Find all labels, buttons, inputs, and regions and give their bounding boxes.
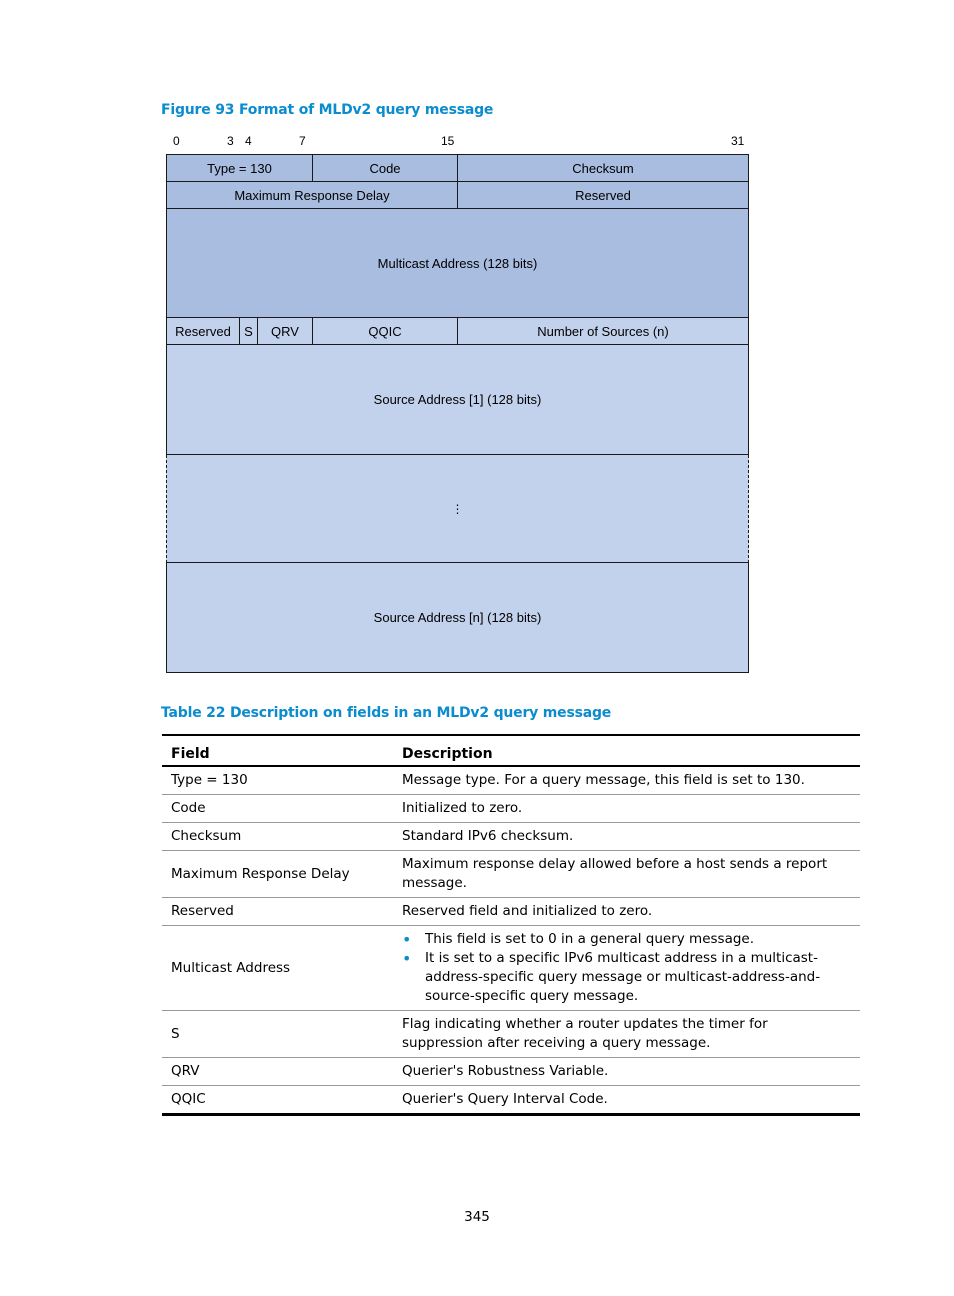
bullet-list	[402, 930, 852, 1006]
bit-label-0: 0	[173, 134, 180, 148]
field-source-address-1: Source Address [1] (128 bits)	[166, 344, 749, 455]
bit-label-3: 3	[227, 134, 234, 148]
row-description: Querier's Query Interval Code.	[393, 1086, 860, 1115]
table-row	[162, 898, 860, 926]
table-row	[162, 823, 860, 851]
row-description: Initialized to zero.	[393, 795, 860, 823]
row-field: Multicast Address	[162, 926, 393, 1011]
field-max-response-delay: Maximum Response Delay	[166, 181, 458, 209]
field-number-of-sources: Number of Sources (n)	[457, 317, 749, 345]
row-description	[393, 926, 860, 1011]
field-reserved-2: Reserved	[166, 317, 240, 345]
header-field: Field	[162, 735, 393, 766]
figure-caption: Figure 93 Format of MLDv2 query message	[161, 102, 494, 118]
row-description: Reserved field and initialized to zero.	[393, 898, 860, 926]
bullet-item: • It is set to a specific IPv6 multicast address in a multicast-address-specific query message or multicast-address-and-source-specific query message.	[402, 949, 852, 1006]
table-row	[162, 1086, 860, 1115]
row-description: Querier's Robustness Variable.	[393, 1058, 860, 1086]
row-field: Checksum	[162, 823, 393, 851]
bit-label-31: 31	[731, 134, 745, 148]
bit-label-4: 4	[245, 134, 252, 148]
page-number: 345	[464, 1209, 490, 1225]
table-row	[162, 795, 860, 823]
bullet-item: • This field is set to 0 in a general query message.	[402, 930, 852, 949]
field-qqic: QQIC	[312, 317, 458, 345]
bit-label-7: 7	[299, 134, 306, 148]
row-field: Maximum Response Delay	[162, 851, 393, 898]
row-field: Type = 130	[162, 766, 393, 795]
row-field: QQIC	[162, 1086, 393, 1115]
table-row	[162, 926, 860, 1011]
field-s-flag: S	[239, 317, 258, 345]
field-checksum: Checksum	[457, 154, 749, 182]
table-row	[162, 851, 860, 898]
row-field: Code	[162, 795, 393, 823]
row-description: Standard IPv6 checksum.	[393, 823, 860, 851]
bit-label-15: 15	[441, 134, 455, 148]
table-header-row	[162, 735, 860, 766]
row-description: Maximum response delay allowed before a host sends a report message.	[393, 851, 860, 898]
header-description: Description	[393, 735, 860, 766]
field-source-address-n: Source Address [n] (128 bits)	[166, 562, 749, 673]
field-code: Code	[312, 154, 458, 182]
table-row	[162, 1011, 860, 1058]
table-caption: Table 22 Description on fields in an MLDv2 query message	[161, 705, 612, 721]
row-field: S	[162, 1011, 393, 1058]
row-description: Flag indicating whether a router updates the timer for suppression after receiving a query message.	[393, 1011, 860, 1058]
field-ellipsis: ⋮	[166, 455, 749, 563]
table-row	[162, 766, 860, 795]
row-description: Message type. For a query message, this field is set to 130.	[393, 766, 860, 795]
field-reserved: Reserved	[457, 181, 749, 209]
table-row	[162, 1058, 860, 1086]
field-qrv: QRV	[257, 317, 313, 345]
row-field: QRV	[162, 1058, 393, 1086]
field-description-table	[162, 734, 860, 1116]
row-field: Reserved	[162, 898, 393, 926]
field-type: Type = 130	[166, 154, 313, 182]
field-multicast-address: Multicast Address (128 bits)	[166, 208, 749, 318]
